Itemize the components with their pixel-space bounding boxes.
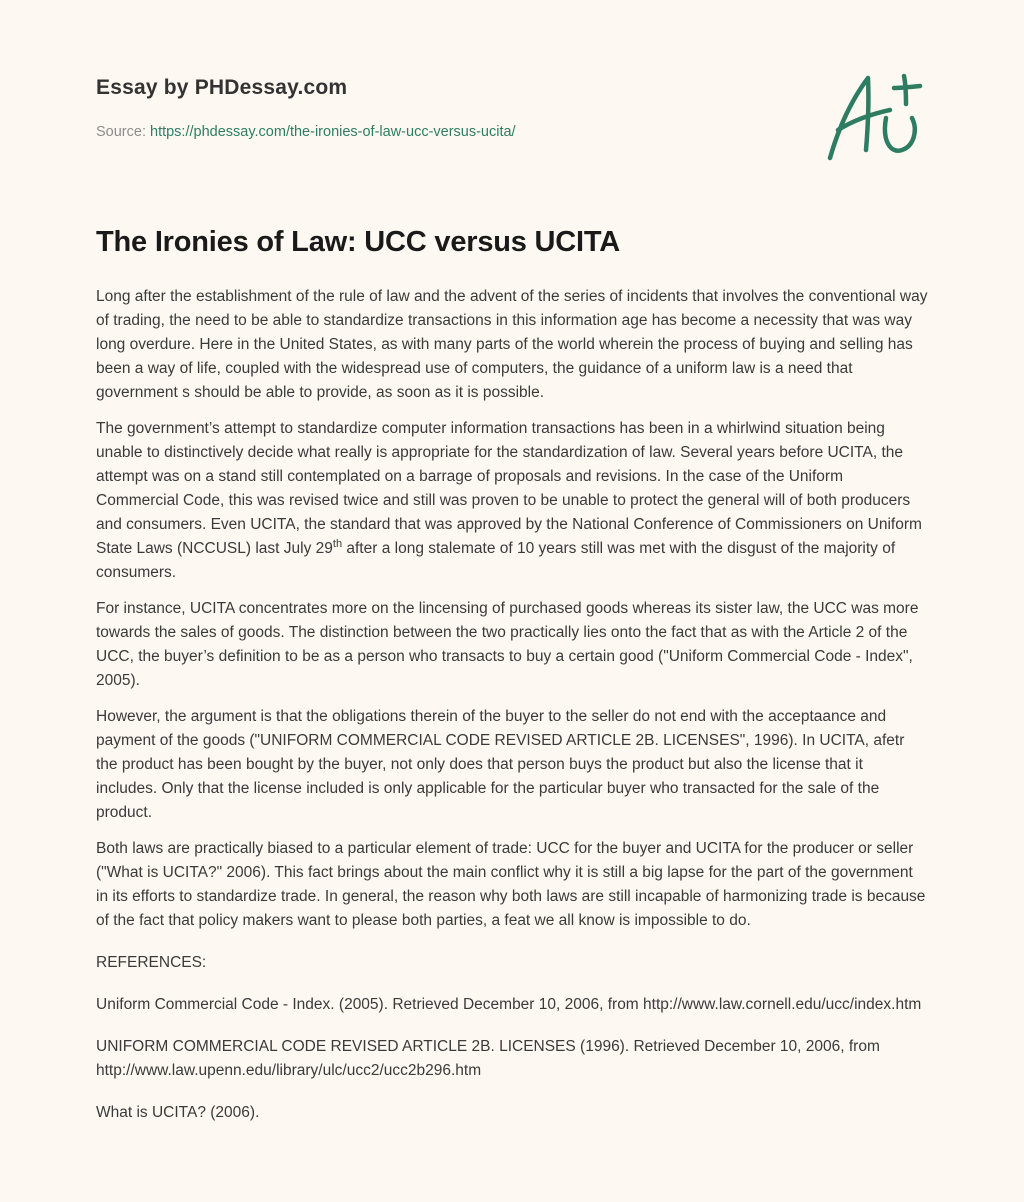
reference-3: What is UCITA? (2006). xyxy=(96,1104,260,1121)
reference-2: UNIFORM COMMERCIAL CODE REVISED ARTICLE 2B. LICENSES (1996). Retrieved December 10, 2006, from http://www.law.upenn.edu/library/ulc/ucc2/ucc2b296.htm xyxy=(96,1038,880,1079)
paragraph-4: However, the argument is that the obligations therein of the buyer to the seller do not end with the acceptaance and payment of the goods ("UNIFORM COMMERCIAL CODE REVISED ARTICLE 2B. LICENSES", 1996). In UCITA, afetr the product has been bought by the buyer, not only does that person buys the product but also the license that it includes. Only that the license included is only applicable for the particular buyer who transacted for the sale of the product. xyxy=(96,708,905,821)
paragraph-2: The government’s attempt to standardize computer information transactions has been in a whirlwind situation being unable to distinctively decide what really is appropriate for the standardization of law. Several years before UCITA, the attempt was on a stand still contemplated on a barrage of proposals and revisions. In the case of the Uniform Commercial Code, this was revised twice and still was proven to be unable to protect the general will of both producers and consumers. Even UCITA, the standard that was approved by the National Conference of Commissioners on Uniform State Laws (NCCUSL) last July 29th after a long stalemate of 10 years still was met with the disgust of the majority of consumers. xyxy=(96,420,922,581)
source-line xyxy=(96,124,516,140)
a-plus-logo-icon xyxy=(824,66,930,166)
superscript-th: th xyxy=(332,537,343,550)
source-link[interactable]: https://phdessay.com/the-ironies-of-law-ucc-versus-ucita/ xyxy=(150,124,516,140)
source-label: Source: xyxy=(96,124,150,140)
paragraph-1: Long after the establishment of the rule of law and the advent of the series of incidents that involves the conventional way of trading, the need to be able to standardize transactions in this information age has become a necessity that was way long overdure. Here in the United States, as with many parts of the world wherein the process of buying and selling has been a way of life, coupled with the widespread use of computers, the guidance of a uniform law is a need that government s should be able to provide, as soon as it is possible. xyxy=(96,288,928,401)
paragraph-3: For instance, UCITA concentrates more on the lincensing of purchased goods whereas its sister law, the UCC was more towards the sales of goods. The distinction between the two practically lies onto the fact that as with the Article 2 of the UCC, the buyer’s definition to be as a person who transacts to buy a certain good ("Uniform Commercial Code - Index", 2005). xyxy=(96,600,919,689)
essay-body xyxy=(96,285,928,1137)
site-brand: Essay by PHDessay.com xyxy=(96,76,348,99)
paragraph-5: Both laws are practically biased to a particular element of trade: UCC for the buyer and UCITA for the producer or seller ("What is UCITA?" 2006). This fact brings about the main conflict why it is still a big lapse for the part of the government in its efforts to standardize trade. In general, the reason why both laws are still incapable of harmonizing trade is because of the fact that policy makers want to please both parties, a feat we all know is impossible to do. xyxy=(96,840,926,929)
references-heading: REFERENCES: xyxy=(96,954,207,971)
reference-1: Uniform Commercial Code - Index. (2005). Retrieved December 10, 2006, from http://www.law.cornell.edu/ucc/index.htm xyxy=(96,996,922,1013)
essay-title: The Ironies of Law: UCC versus UCITA xyxy=(96,226,621,258)
